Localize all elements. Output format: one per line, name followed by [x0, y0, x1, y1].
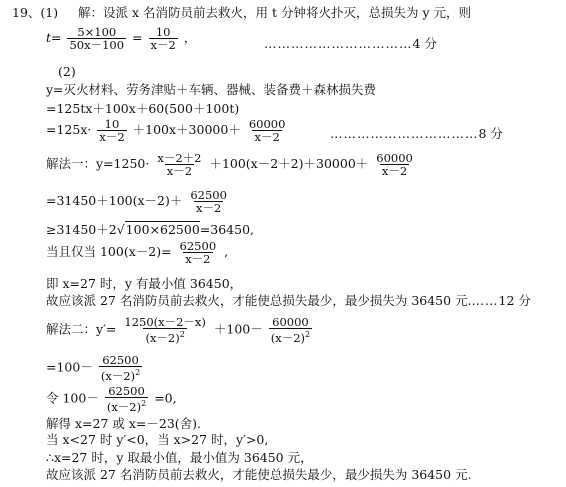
method2-frac2-numerator: 60000 — [272, 315, 309, 329]
eq2-frac2-numerator: 60000 — [248, 117, 286, 131]
method1-line4-denominator: x－2 — [185, 252, 211, 266]
method2-line3-suffix: =0, — [154, 390, 177, 406]
method1-label: 解法一： — [46, 156, 97, 171]
eq2-fraction-2 — [247, 118, 288, 143]
square-exponent: 2 — [141, 399, 147, 408]
method2-frac2-denominator — [269, 328, 312, 344]
method2-line-5 — [46, 432, 268, 447]
method1-line-4 — [46, 240, 228, 265]
equation-line-2 — [46, 118, 289, 143]
t-frac1-denominator: 50x－100 — [69, 38, 125, 52]
method2-line6-text: ∴x=27 时，y 取最小值，最小值为 36450 元， — [46, 450, 313, 465]
method2-frac1-numerator: 1250(x－2－x) — [124, 315, 206, 329]
method2-y-prime: y′= — [96, 321, 117, 337]
method1-frac1-numerator: x－2＋2 — [157, 151, 202, 165]
method2-line-3 — [46, 385, 177, 413]
method2-line-4 — [46, 416, 201, 431]
method1-fraction-2 — [374, 152, 415, 177]
square-exponent: 2 — [305, 330, 311, 339]
t-fraction-2 — [149, 26, 178, 51]
score-dots-2: …………………………… — [330, 126, 479, 141]
method1-line3-prefix: ≥31450＋2 — [46, 222, 117, 237]
method1-line-1 — [46, 152, 417, 177]
t-frac2-numerator: 10 — [155, 25, 171, 39]
method2-fraction-2 — [269, 316, 312, 344]
eq2-middle: ＋100x＋30000＋ — [132, 122, 241, 137]
problem-number-label: 19、(1) — [12, 5, 59, 20]
method2-line5-text: 当 x<27 时 y′<0，当 x>27 时，y′>0, — [46, 432, 269, 447]
method1-frac1-denominator: x－2 — [166, 164, 193, 178]
part2-label-text: (2) — [58, 64, 76, 79]
y-definition-text: y=灭火材料、劳务津贴＋车辆、器械、装备费＋森林损失费 — [46, 82, 377, 97]
method1-line-6 — [46, 293, 531, 308]
method1-line2-denominator: x－2 — [195, 201, 222, 215]
t-equals: = — [132, 30, 143, 45]
method1-middle: ＋100(x－2＋2)＋30000＋ — [209, 156, 369, 171]
problem-number — [12, 5, 58, 20]
t-frac1-numerator: 5×100 — [77, 25, 117, 39]
method2-frac1-denominator — [143, 328, 186, 344]
method1-line3-suffix: =36450, — [199, 222, 254, 237]
y-definition-line — [46, 82, 376, 97]
method1-line2-fraction — [188, 189, 229, 214]
method1-line4-prefix: 当且仅当 100(x－2)= — [46, 244, 172, 259]
eq2-frac2-denominator: x－2 — [254, 130, 280, 144]
t-frac2-denominator: x－2 — [150, 38, 176, 52]
method1-line2-prefix: =31450＋100(x－2)＋ — [46, 193, 183, 208]
score-line-1 — [264, 36, 437, 51]
t-formula-line — [46, 26, 196, 51]
method1-line4-fraction — [178, 240, 219, 265]
method1-line-5 — [46, 276, 242, 291]
method1-line2-numerator: 62500 — [190, 188, 227, 202]
t-fraction-1 — [67, 26, 126, 51]
method2-line2-den-base: (x－2) — [100, 368, 136, 383]
score-dots-3: …… — [471, 293, 499, 308]
method2-line2-denominator — [99, 366, 142, 382]
method2-line-7 — [46, 467, 472, 482]
score-4: 4 分 — [412, 36, 437, 51]
part1-setup-line — [78, 5, 471, 20]
score-8: 8 分 — [478, 126, 503, 141]
method2-line3-denominator — [105, 397, 148, 413]
method1-line-3 — [46, 222, 254, 237]
method2-fraction-1 — [122, 316, 208, 344]
part1-setup-text: 解：设派 x 名消防员前去救火，用 t 分钟将火扑灭，总损失为 y 元，则 — [78, 5, 471, 20]
score-dots-1: …………………………… — [264, 36, 413, 51]
method2-line7-text: 故应该派 27 名消防员前去救火，才能使总损失最少，最少损失为 36450 元. — [46, 467, 472, 482]
method2-line3-numerator: 62500 — [108, 384, 145, 398]
method2-line3-prefix: 令 100－ — [46, 390, 99, 406]
t-comma: ， — [183, 30, 197, 45]
score-12: 12 分 — [498, 293, 531, 308]
equation-line-1 — [46, 101, 239, 116]
method1-line-2 — [46, 189, 231, 214]
score-line-2 — [330, 126, 503, 141]
eq2-frac1-numerator: 10 — [104, 117, 120, 131]
method2-line-2 — [46, 354, 144, 382]
sqrt-symbol: √ — [116, 222, 125, 237]
method2-line4-text: 解得 x=27 或 x=－23(舍). — [46, 416, 202, 431]
method2-line-6 — [46, 450, 313, 465]
method2-frac1-den-base: (x－2) — [145, 330, 180, 345]
t-lhs: t= — [46, 30, 62, 45]
method2-line3-fraction — [105, 385, 148, 413]
method2-middle: ＋100－ — [213, 321, 263, 337]
method1-line4-suffix: , — [224, 244, 229, 259]
method1-line5-text: 即 x=27 时，y 有最小值 36450， — [46, 276, 243, 291]
method1-frac2-numerator: 60000 — [376, 151, 413, 165]
square-exponent: 2 — [135, 368, 141, 377]
method2-label: 解法二： — [46, 321, 97, 337]
method1-fraction-1 — [155, 152, 203, 177]
method1-frac2-denominator: x－2 — [381, 164, 408, 178]
method1-y-eq: y=1250· — [96, 156, 150, 171]
method2-line2-fraction — [99, 354, 142, 382]
method2-line-1 — [46, 316, 314, 344]
equation-1-text: =125tx＋100x＋60(500＋100t) — [46, 101, 240, 116]
method2-line2-numerator: 62500 — [102, 353, 139, 367]
method1-line4-numerator: 62500 — [179, 239, 217, 253]
eq2-prefix: =125x· — [46, 122, 92, 137]
method2-line2-prefix: =100－ — [46, 359, 93, 375]
method1-line6-text: 故应该派 27 名消防员前去救火，才能使总损失最少，最少损失为 36450 元. — [46, 293, 472, 308]
part2-label — [58, 64, 76, 79]
eq2-fraction-1 — [97, 118, 126, 143]
square-exponent: 2 — [179, 330, 185, 339]
method2-frac2-den-base: (x－2) — [270, 330, 306, 345]
eq2-frac1-denominator: x－2 — [99, 130, 125, 144]
method1-sqrt-content: 100×62500 — [125, 222, 200, 237]
method2-line3-den-base: (x－2) — [106, 399, 142, 414]
